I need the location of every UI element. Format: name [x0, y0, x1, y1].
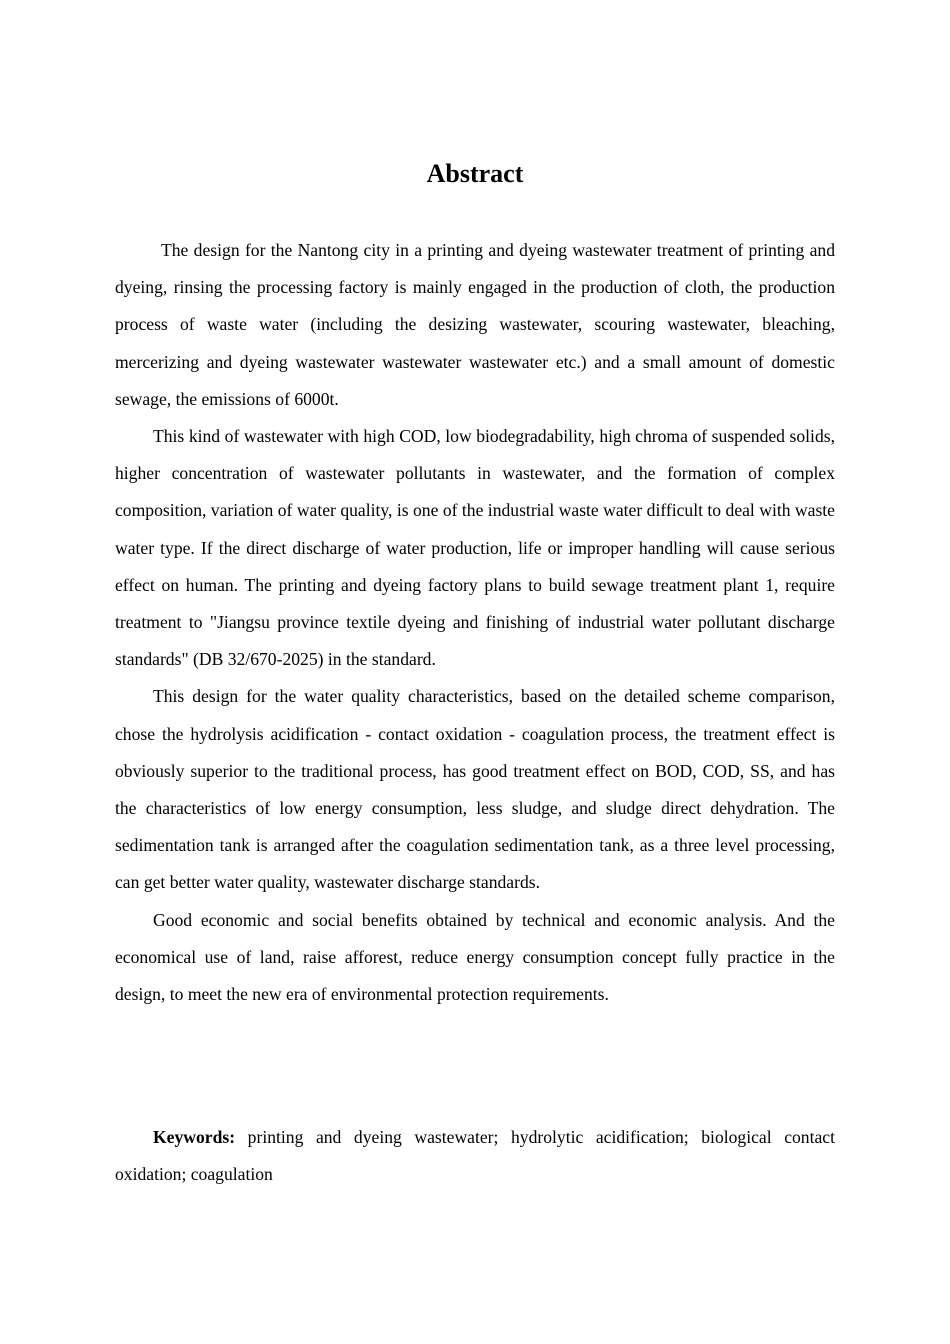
abstract-paragraph-3: This design for the water quality characteristics, based on the detailed scheme comparison, chose the hydrolysis acidification - contact oxidation - coagulation process, the treatment effect is obviously superior to the traditional process, has good treatment effect on BOD, COD, SS, and has the characteristics of low energy consumption, less sludge, and sludge direct dehydration. The sedimentation tank is arranged after the coagulation sedimentation tank, as a three level processing, can get better water quality, wastewater discharge standards.	[115, 686, 835, 893]
abstract-paragraph-4: Good economic and social benefits obtained by technical and economic analysis. And the economical use of land, raise afforest, reduce energy consumption concept fully practice in the design, to meet the new era of environmental protection requirements.	[115, 909, 835, 1005]
abstract-paragraph-1: The design for the Nantong city in a printing and dyeing wastewater treatment of printing and dyeing, rinsing the processing factory is mainly engaged in the production of cloth, the production process of waste water (including the desizing wastewater, scouring wastewater, bleaching, mercerizing and dyeing wastewater wastewater wastewater etc.) and a small amount of domestic sewage, the emissions of 6000t.	[115, 240, 835, 409]
abstract-title: Abstract	[426, 159, 524, 188]
keywords-text: printing and dyeing wastewater; hydrolytic acidification; biological contact oxidation; coagulation	[115, 1127, 835, 1185]
abstract-paragraph-2: This kind of wastewater with high COD, low biodegradability, high chroma of suspended solids, higher concentration of wastewater pollutants in wastewater, and the formation of complex composition, variation of water quality, is one of the industrial waste water difficult to deal with waste water type. If the direct discharge of water production, life or improper handling will cause serious effect on human. The printing and dyeing factory plans to build sewage treatment plant 1, require treatment to "Jiangsu province textile dyeing and finishing of industrial water pollutant discharge standards" (DB 32/670-2025) in the standard.	[115, 426, 835, 670]
keywords-line	[115, 1119, 835, 1193]
keywords-label: Keywords:	[153, 1127, 236, 1147]
abstract-body	[115, 232, 835, 1013]
